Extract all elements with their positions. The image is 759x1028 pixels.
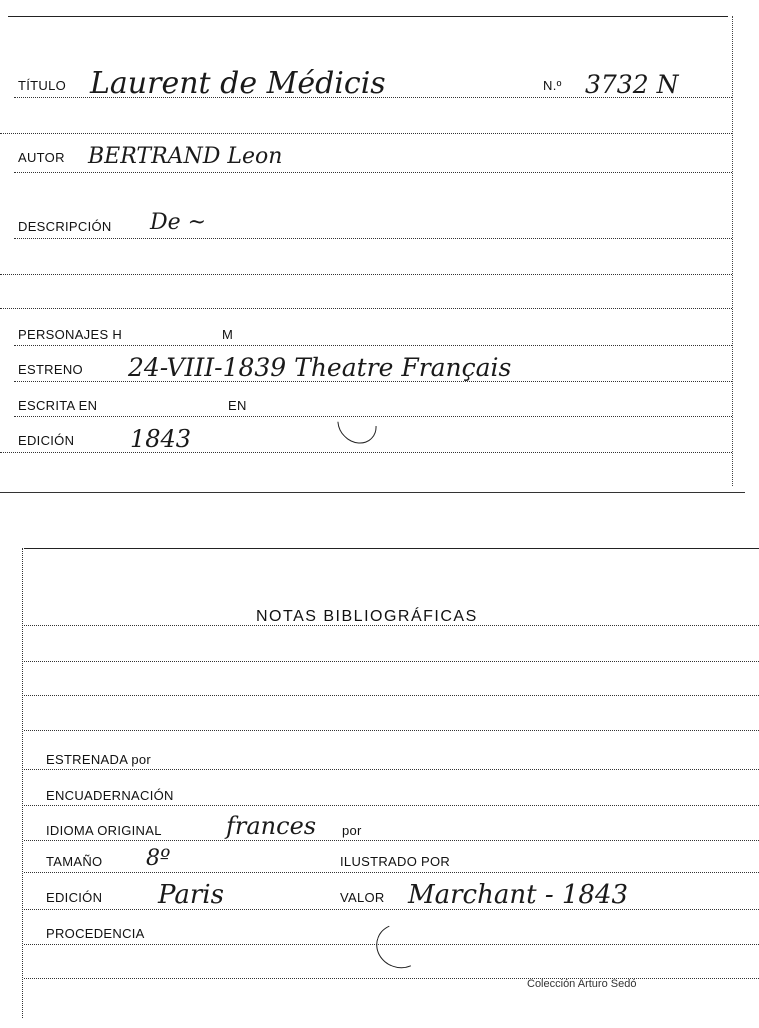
card-top-edge: [8, 16, 728, 17]
edicion-bottom-value: Paris: [158, 880, 224, 910]
rule-blank-3: [0, 308, 732, 309]
titulo-value: Laurent de Médicis: [90, 66, 386, 101]
rule-edicion: [0, 452, 732, 453]
rule-estrenada: [24, 769, 759, 770]
collection-credit: Colección Arturo Sedó: [527, 978, 637, 990]
rule-notas: [24, 625, 759, 626]
numero-value: 3732 N: [585, 70, 679, 99]
card-bottom-top-edge: [24, 548, 759, 549]
rule-blank-4: [24, 661, 759, 662]
estreno-label: ESTRENO: [18, 362, 83, 377]
procedencia-label: PROCEDENCIA: [46, 926, 145, 941]
embossed-stamp-mark-bottom: [370, 917, 430, 975]
titulo-label: TÍTULO: [18, 78, 67, 93]
autor-value: BERTRAND Leon: [88, 144, 283, 169]
top-catalog-card: [0, 0, 759, 492]
embossed-stamp-mark: [329, 396, 384, 451]
rule-estreno: [14, 381, 732, 382]
rule-encuadernacion: [24, 805, 759, 806]
rule-blank-1: [0, 133, 732, 134]
valor-value: Marchant - 1843: [408, 880, 629, 910]
edicion-value: 1843: [130, 425, 192, 453]
rule-descripcion: [14, 238, 732, 239]
escrita-en-label: EN: [228, 398, 247, 413]
rule-blank-2: [0, 274, 732, 275]
idioma-por-label: por: [342, 823, 362, 838]
tamano-value: 8º: [146, 846, 171, 871]
rule-edicion-bottom: [24, 909, 759, 910]
personajes-m-label: M: [222, 327, 234, 342]
descripcion-value: De ~: [150, 210, 207, 235]
valor-label: VALOR: [340, 890, 385, 905]
descripcion-label: DESCRIPCIÓN: [18, 219, 112, 234]
rule-idioma: [24, 840, 759, 841]
rule-personajes: [14, 345, 732, 346]
rule-blank-6: [24, 730, 759, 731]
rule-blank-7: [24, 978, 759, 979]
tamano-label: TAMAÑO: [46, 854, 103, 869]
estreno-value: 24-VIII-1839 Theatre Français: [128, 353, 512, 382]
edicion-label: EDICIÓN: [18, 433, 75, 448]
rule-tamano: [24, 872, 759, 873]
rule-titulo: [14, 97, 732, 98]
edicion-bottom-label: EDICIÓN: [46, 890, 103, 905]
idioma-value: frances: [226, 812, 317, 840]
card-bottom-left-edge: [22, 548, 23, 1018]
idioma-label: IDIOMA ORIGINAL: [46, 823, 162, 838]
ilustrado-label: ILUSTRADO POR: [340, 854, 451, 869]
autor-label: AUTOR: [18, 150, 65, 165]
numero-label: N.º: [543, 78, 562, 93]
notas-heading: NOTAS BIBLIOGRÁFICAS: [256, 608, 478, 625]
rule-autor: [14, 172, 732, 173]
card-right-edge: [732, 16, 733, 486]
personajes-label: PERSONAJES H: [18, 327, 123, 342]
escrita-label: ESCRITA EN: [18, 398, 98, 413]
bottom-catalog-card: [0, 540, 759, 1028]
estrenada-label: ESTRENADA por: [46, 752, 152, 767]
rule-blank-5: [24, 695, 759, 696]
card-divider-line: [0, 492, 745, 493]
encuadernacion-label: ENCUADERNACIÓN: [46, 788, 174, 803]
